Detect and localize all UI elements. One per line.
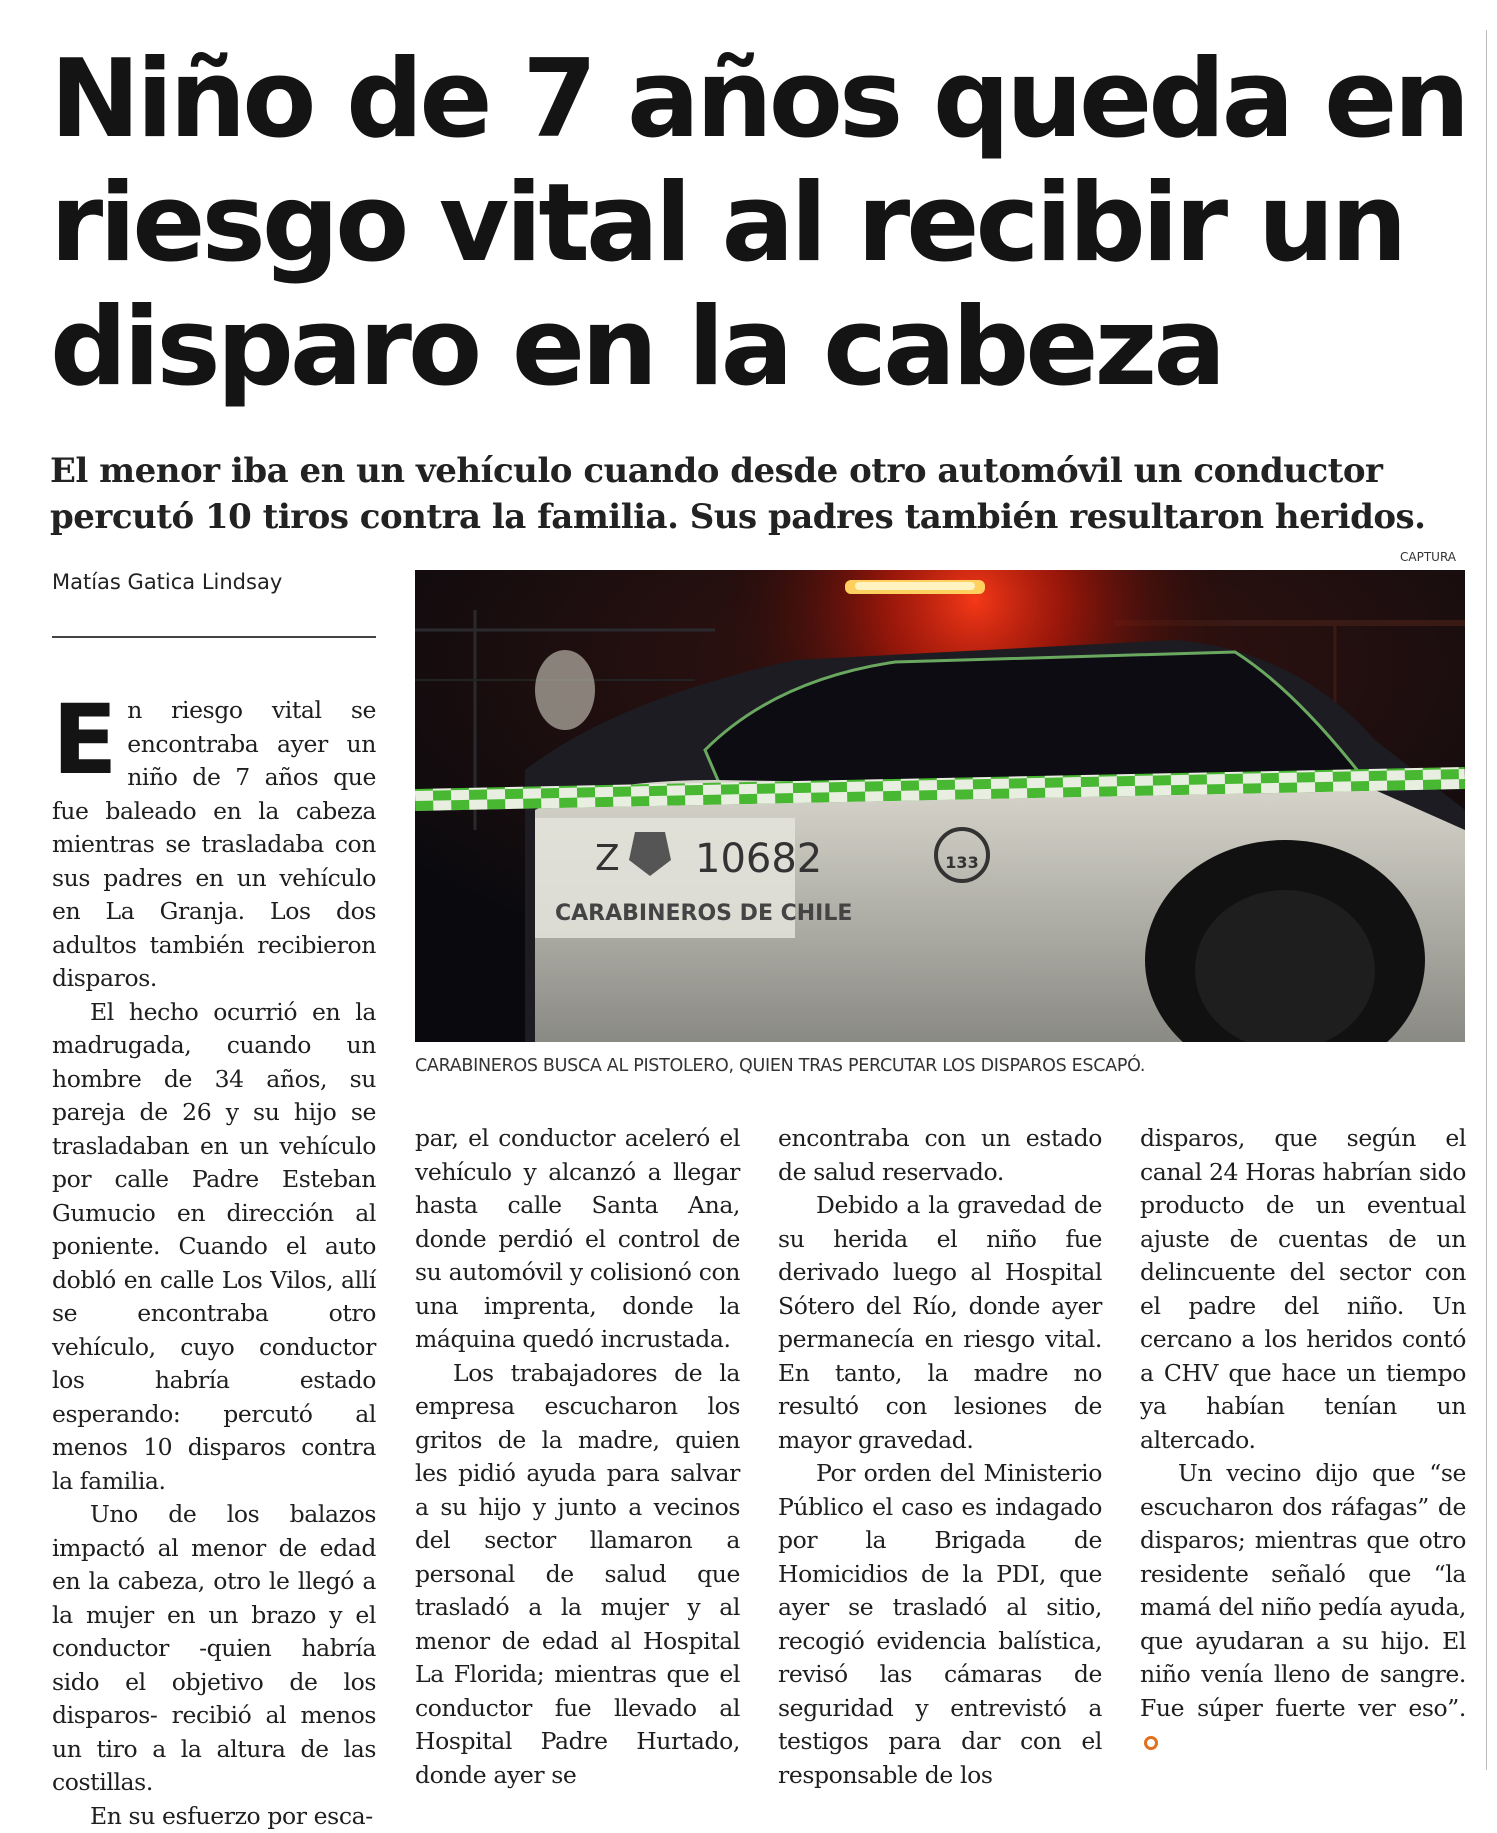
paragraph: encontraba con un estado de salud reservado. <box>778 1122 1102 1189</box>
paragraph: Los trabajadores de la empresa escucharon los gritos de la madre, quien les pidió ayuda para salvar a su hijo y junto a vecinos del sector llamaron a personal de salud que trasladó a la mujer y al menor de edad al Hospital La Florida; mientras que el conductor fue llevado al Hospital Padre Hurtado, donde ayer se <box>415 1357 740 1793</box>
paragraph: Debido a la gravedad de su herida el niño fue derivado luego al Hospital Sótero del Río, donde ayer permanecía en riesgo vital. En tanto, la madre no resultó con lesiones de mayor gravedad. <box>778 1189 1102 1457</box>
article-column-3 <box>778 1122 1102 1792</box>
paragraph: Uno de los balazos impactó al menor de edad en la cabeza, otro le llegó a la mujer en un brazo y el conductor -quien habría sido el objetivo de los disparos- recibió al menos un tiro a la altura de las costillas. <box>52 1498 376 1800</box>
end-of-article-icon <box>1144 1736 1158 1750</box>
paragraph: En su esfuerzo por esca- <box>52 1800 376 1833</box>
byline-divider <box>52 636 376 638</box>
photo-plate-code: Z <box>595 838 620 879</box>
photo-phone-number: 133 <box>945 853 978 872</box>
article-photo <box>415 570 1465 1042</box>
dropcap: E <box>52 698 117 782</box>
article-column-4 <box>1140 1122 1466 1759</box>
paragraph: El hecho ocurrió en la madrugada, cuando un hombre de 34 años, su pareja de 26 y su hijo se trasladaban en un vehículo por calle Padre Esteban Gumucio en dirección al poniente. Cuando el auto dobló en calle Los Vilos, allí se encontraba otro vehículo, cuyo conductor los habría estado esperando: percutó al menos 10 disparos contra la familia. <box>52 996 376 1499</box>
paragraph: par, el conductor aceleró el vehículo y alcanzó a llegar hasta calle Santa Ana, donde perdió el control de su automóvil y colisionó con una imprenta, donde la máquina quedó incrustada. <box>415 1122 740 1357</box>
article-headline: Niño de 7 años queda en riesgo vital al recibir un disparo en la cabeza <box>50 38 1470 410</box>
photo-caption: CARABINEROS BUSCA AL PISTOLERO, QUIEN TRAS PERCUTAR LOS DISPAROS ESCAPÓ. <box>415 1056 1465 1076</box>
photo-vehicle-label: CARABINEROS DE CHILE <box>555 901 852 926</box>
byline: Matías Gatica Lindsay <box>52 570 282 594</box>
article-column-1 <box>52 694 376 1833</box>
paragraph: Un vecino dijo que “se escucharon dos ráfagas” de disparos; mientras que otro residente señaló que “la mamá del niño pedía ayuda, que ayudaran a su hijo. El niño venía lleno de sangre. Fue súper fuerte ver eso”. <box>1140 1457 1466 1759</box>
paragraph: En riesgo vital se encontraba ayer un niño de 7 años que fue baleado en la cabeza mientras se trasladaba con sus padres en un vehículo en La Granja. Los dos adultos también recibieron disparos. <box>52 694 376 996</box>
paragraph: Por orden del Ministerio Público el caso es indagado por la Brigada de Homicidios de la PDI, que ayer se trasladó al sitio, recogió evidencia balística, revisó las cámaras de seguridad y entrevistó a testigos para dar con el responsable de los <box>778 1457 1102 1792</box>
photo-credit: CAPTURA <box>1400 550 1456 564</box>
article-column-2 <box>415 1122 740 1792</box>
paragraph: disparos, que según el canal 24 Horas habrían sido producto de un eventual ajuste de cuentas de un delincuente del sector con el padre del niño. Un cercano a los heridos contó a CHV que hace un tiempo ya habían tenían un altercado. <box>1140 1122 1466 1457</box>
page-edge-rule <box>1486 30 1487 1770</box>
photo-plate-number: 10682 <box>695 836 822 882</box>
article-deck: El menor iba en un vehículo cuando desde otro automóvil un conductor percutó 10 tiros contra la familia. Sus padres también resultaron heridos. <box>50 448 1470 540</box>
